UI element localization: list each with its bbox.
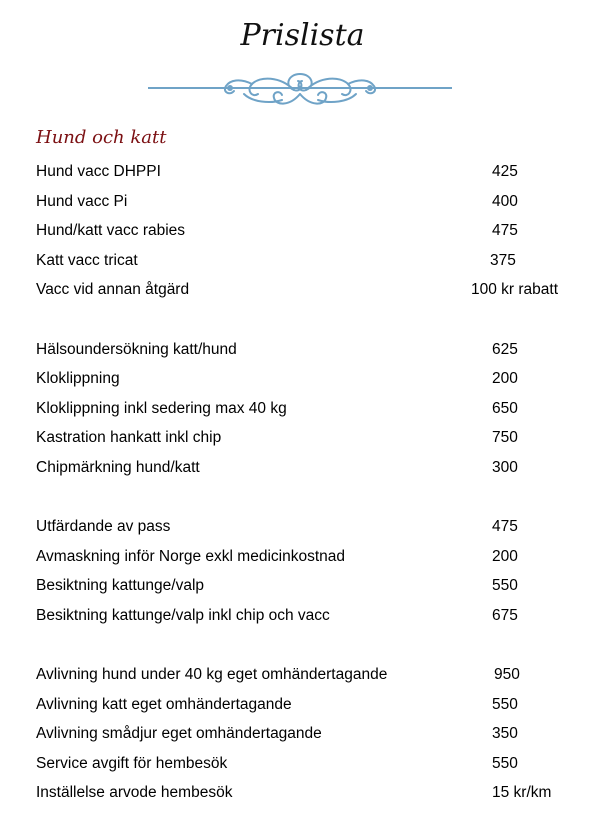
item-label: Avlivning hund under 40 kg eget omhändertagande: [36, 666, 388, 684]
item-label: Kloklippning inkl sedering max 40 kg: [36, 399, 287, 417]
item-price: 400: [492, 192, 518, 210]
item-label: Inställelse arvode hembesök: [36, 784, 233, 802]
item-price: 675: [492, 606, 518, 624]
list-item: [36, 571, 596, 601]
item-price: 200: [492, 547, 518, 565]
item-label: Kloklippning: [36, 370, 120, 388]
ornament-divider-icon: [148, 66, 452, 114]
list-item: [36, 778, 596, 808]
item-label: Katt vacc tricat: [36, 251, 138, 269]
group-spacer: [36, 631, 596, 661]
group-spacer: [36, 483, 596, 513]
list-item: [36, 719, 596, 749]
item-price: 550: [492, 754, 518, 772]
item-price: 300: [492, 458, 518, 476]
list-item: [36, 690, 596, 720]
list-item: [36, 187, 596, 217]
item-price: 475: [492, 518, 518, 536]
item-label: Utfärdande av pass: [36, 518, 171, 536]
item-label: Avmaskning inför Norge exkl medicinkostnad: [36, 547, 346, 565]
item-price: 550: [492, 577, 518, 595]
list-item: [36, 335, 596, 365]
item-price: 350: [492, 725, 518, 743]
list-item: [36, 512, 596, 542]
list-item: [36, 660, 596, 690]
list-item: [36, 749, 596, 779]
item-price: 375: [490, 251, 516, 269]
list-item: [36, 157, 596, 187]
list-item: [36, 216, 596, 246]
item-price: 750: [492, 429, 518, 447]
item-price: 950: [494, 666, 520, 684]
list-item: [36, 542, 596, 572]
item-price: 200: [492, 370, 518, 388]
list-item: [36, 275, 596, 305]
list-item: [36, 601, 596, 631]
list-item: [36, 364, 596, 394]
item-label: Hund/katt vacc rabies: [36, 222, 186, 240]
item-price: 15 kr/km: [492, 784, 552, 802]
item-label: Chipmärkning hund/katt: [36, 458, 200, 476]
item-label: Hund vacc DHPPI: [36, 163, 161, 180]
price-list: [36, 157, 596, 808]
item-price: 425: [492, 163, 518, 180]
item-price: 475: [492, 222, 518, 240]
item-label: Hälsoundersökning katt/hund: [36, 340, 237, 358]
list-item: [36, 246, 596, 276]
item-price: 100 kr rabatt: [471, 281, 559, 299]
item-label: Hund vacc Pi: [36, 192, 128, 210]
item-label: Avlivning smådjur eget omhändertagande: [36, 725, 322, 743]
item-label: Service avgift för hembesök: [36, 754, 228, 772]
item-price: 650: [492, 399, 518, 417]
list-item: [36, 453, 596, 483]
item-label: Vacc vid annan åtgärd: [36, 281, 190, 299]
item-price: 550: [492, 695, 518, 713]
item-label: Avlivning katt eget omhändertagande: [36, 695, 292, 713]
list-item: [36, 423, 596, 453]
item-label: Besiktning kattunge/valp: [36, 577, 205, 595]
section-heading: Hund och katt: [36, 127, 167, 148]
group-spacer: [36, 305, 596, 335]
item-label: Kastration hankatt inkl chip: [36, 429, 222, 447]
item-label: Besiktning kattunge/valp inkl chip och vacc: [36, 606, 330, 624]
item-price: 625: [492, 340, 518, 358]
page-title: Prislista: [240, 18, 365, 53]
list-item: [36, 394, 596, 424]
